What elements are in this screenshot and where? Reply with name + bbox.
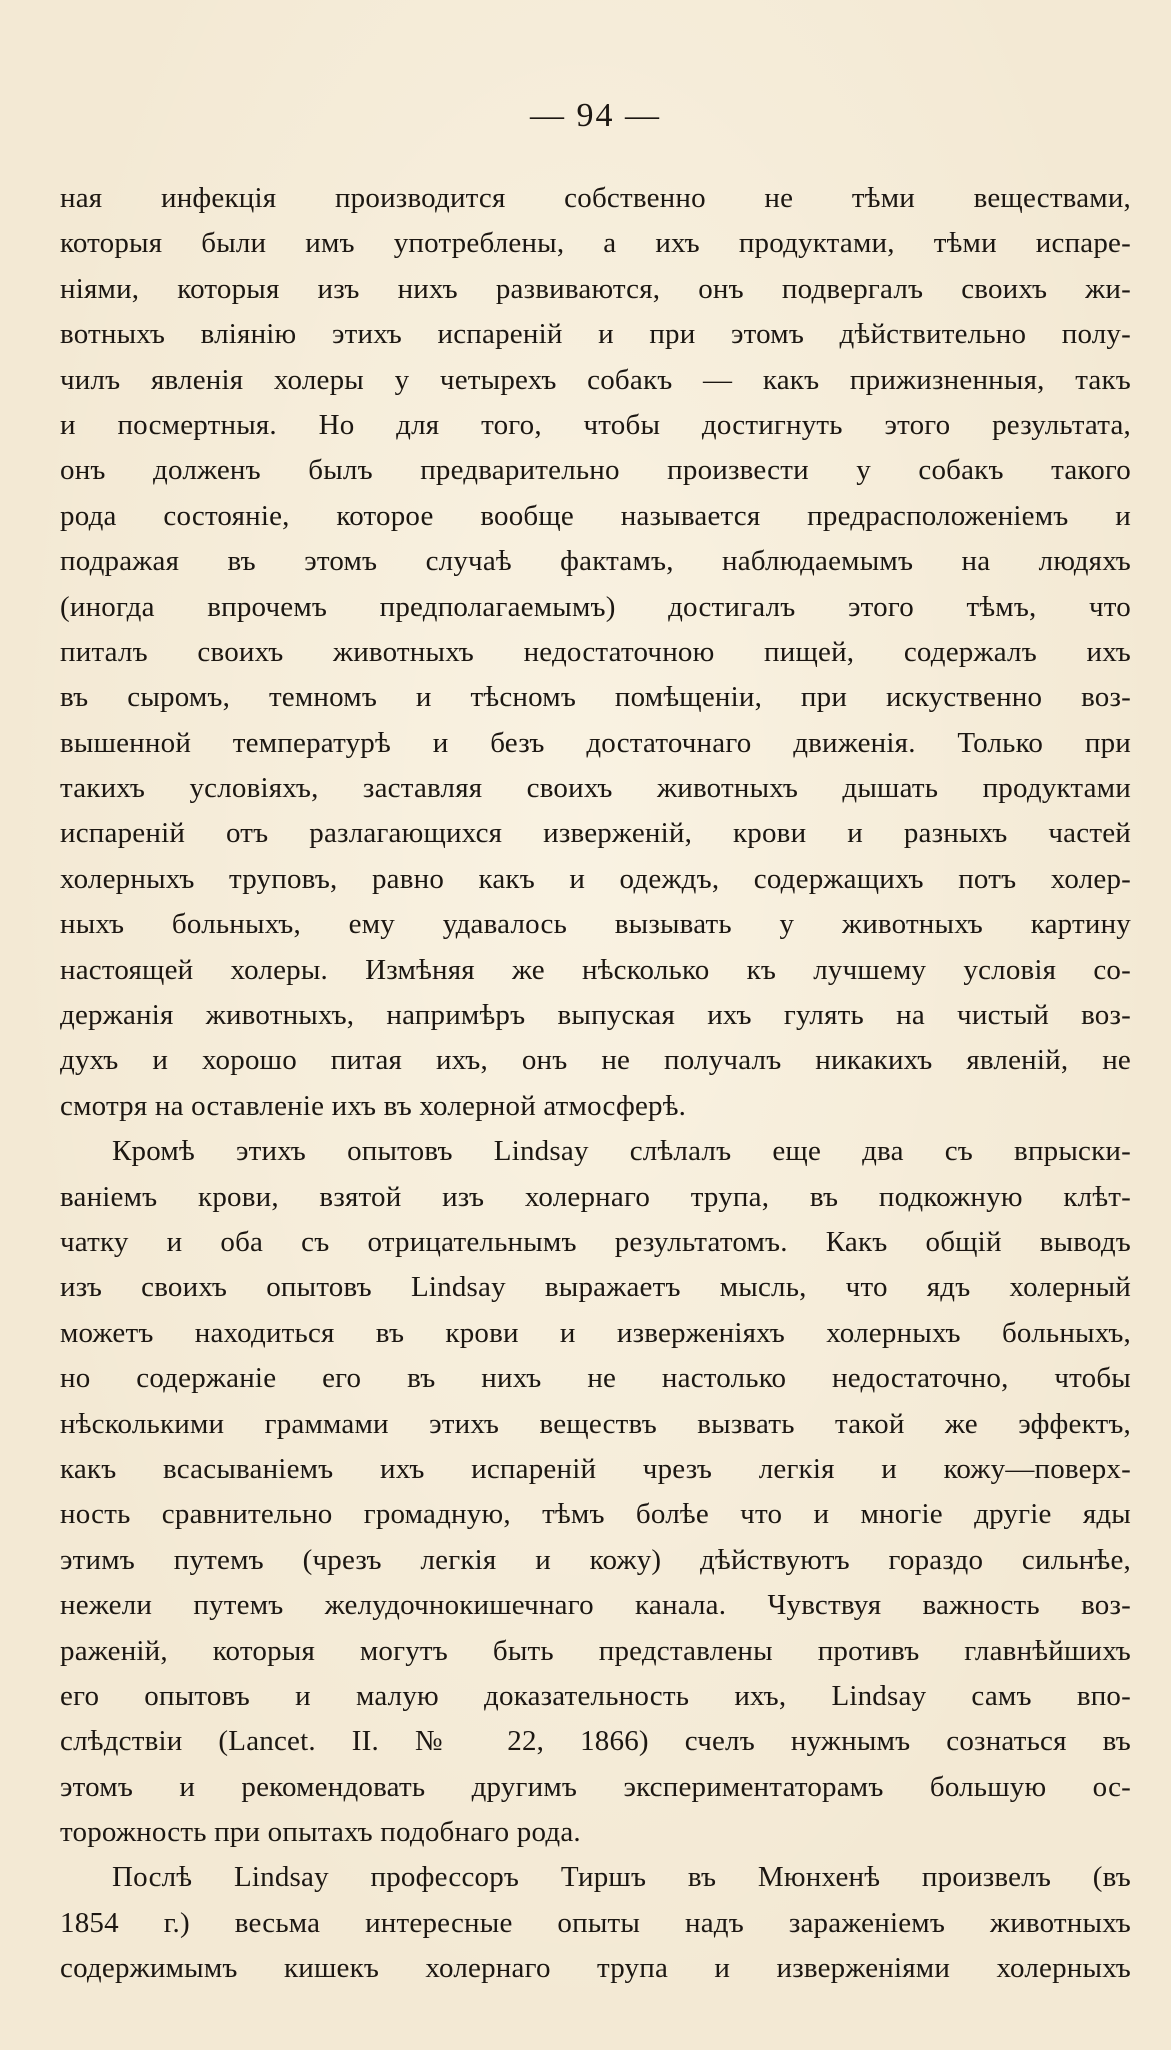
text-line: которыя были имъ употреблены, а ихъ продуктами, тѣми испаре- [60,227,1131,260]
text-line: Кромѣ этихъ опытовъ Lindsay слѣлалъ еще два съ впрыски- [112,1135,1131,1168]
text-line: смотря на оставленіе ихъ въ холерной атмосферѣ. [60,1089,687,1122]
text-line: изъ своихъ опытовъ Lindsay выражаетъ мысль, что ядъ холерный [60,1271,1131,1304]
text-line: онъ долженъ былъ предварительно произвести у собакъ такого [60,454,1131,487]
text-line: такихъ условіяхъ, заставляя своихъ животныхъ дышать продуктами [60,772,1131,805]
text-line: 1854 г.) весьма интересные опыты надъ зараженіемъ животныхъ [60,1906,1131,1939]
text-line: этомъ и рекомендовать другимъ экспериментаторамъ большую ос- [60,1770,1131,1803]
text-line: нѣсколькими граммами этихъ веществъ вызвать такой же эффектъ, [60,1407,1131,1440]
text-line: чилъ явленія холеры у четырехъ собакъ — какъ прижизненныя, такъ [60,363,1131,396]
text-line: испареній отъ разлагающихся изверженій, крови и разныхъ частей [60,817,1131,850]
text-line: нежели путемъ желудочнокишечнаго канала. Чувствуя важность воз- [60,1589,1131,1622]
text-line: но содержаніе его въ нихъ не настолько недостаточно, чтобы [60,1362,1131,1395]
text-line: чатку и оба съ отрицательнымъ результатомъ. Какъ общій выводъ [60,1225,1131,1258]
paragraph-2 [60,1129,1131,1855]
text-line: слѣдствіи (Lancet. II. № 22, 1866) счелъ нужнымъ сознаться въ [60,1725,1131,1758]
text-line: какъ всасываніемъ ихъ испареній чрезъ легкія и кожу—поверх- [60,1452,1131,1485]
text-line: вотныхъ вліянію этихъ испареній и при этомъ дѣйствительно полу- [60,318,1131,351]
text-line: (иногда впрочемъ предполагаемымъ) достигалъ этого тѣмъ, что [60,590,1131,623]
text-line: этимъ путемъ (чрезъ легкія и кожу) дѣйствуютъ гораздо сильнѣе, [60,1543,1131,1576]
text-line: рода состояніе, которое вообще называется предрасположеніемъ и [60,499,1131,532]
text-line: торожность при опытахъ подобнаго рода. [60,1816,581,1849]
text-line: его опытовъ и малую доказательность ихъ, Lindsay самъ впо- [60,1679,1131,1712]
text-line: ныхъ больныхъ, ему удавалось вызывать у животныхъ картину [60,908,1131,941]
text-line: настоящей холеры. Измѣняя же нѣсколько къ лучшему условія со- [60,953,1131,986]
text-line: можетъ находиться въ крови и изверженіяхъ холерныхъ больныхъ, [60,1316,1131,1349]
text-line: держанія животныхъ, напримѣръ выпуская ихъ гулять на чистый воз- [60,999,1131,1032]
text-line: холерныхъ труповъ, равно какъ и одеждъ, содержащихъ потъ холер- [60,862,1131,895]
text-line: ваніемъ крови, взятой изъ холернаго трупа, въ подкожную клѣт- [60,1180,1131,1213]
body-text [60,176,1131,1992]
text-line: ная инфекція производится собственно не тѣми веществами, [60,182,1131,214]
text-line: раженій, которыя могутъ быть представлены противъ главнѣйшихъ [60,1634,1131,1667]
text-line: ніями, которыя изъ нихъ развиваются, онъ подвергалъ своихъ жи- [60,272,1131,305]
text-line: вышенной температурѣ и безъ достаточнаго движенія. Только при [60,726,1131,759]
text-line: и посмертныя. Но для того, чтобы достигнуть этого результата, [60,408,1131,441]
text-line: ность сравнительно громадную, тѣмъ болѣе что и многіе другіе яды [60,1498,1131,1531]
text-line: содержимымъ кишекъ холернаго трупа и изверженіями холерныхъ [60,1952,1131,1985]
paragraph-1 [60,176,1131,1129]
text-line: въ сыромъ, темномъ и тѣсномъ помѣщеніи, при искуственно воз- [60,681,1131,714]
text-line: питалъ своихъ животныхъ недостаточною пищей, содержалъ ихъ [60,635,1131,668]
page-number: — 94 — [530,97,661,134]
text-line: Послѣ Lindsay профессоръ Тиршъ въ Мюнхенѣ произвелъ (въ [112,1861,1131,1894]
paragraph-3 [60,1855,1131,1991]
text-line: духъ и хорошо питая ихъ, онъ не получалъ никакихъ явленій, не [60,1044,1131,1077]
text-line: подражая въ этомъ случаѣ фактамъ, наблюдаемымъ на людяхъ [60,545,1131,578]
